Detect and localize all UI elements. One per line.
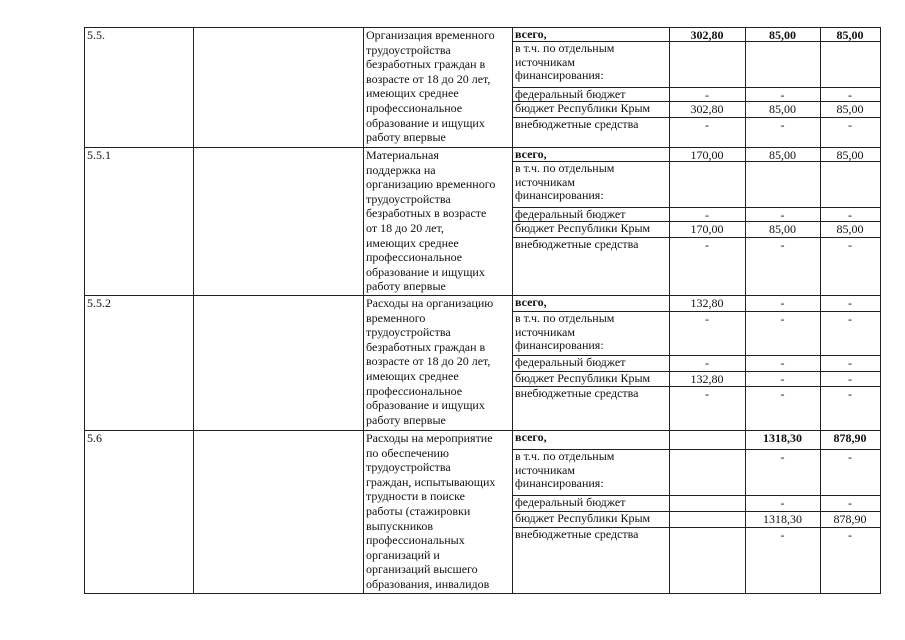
row-description: Материальная поддержка на организацию временного трудоустройства безработных в возрасте от 18 до 20 лет, имеющих среднее профессиональное образование и ищущих работу впервые <box>366 148 496 294</box>
funding-value-cell: - <box>705 118 709 132</box>
funding-value-cell: - <box>705 88 709 102</box>
funding-source-label: внебюджетные средства <box>515 117 639 131</box>
funding-value-cell: 85,00 <box>769 222 796 236</box>
funding-value-cell: - <box>848 528 852 542</box>
funding-value-cell: - <box>848 238 852 252</box>
funding-value-cell: - <box>780 118 785 132</box>
funding-value-cell: - <box>780 356 785 370</box>
table-column-rule <box>193 27 194 594</box>
funding-value-cell: 85,00 <box>836 28 864 42</box>
funding-value-cell: - <box>848 118 852 132</box>
row-number: 5.6 <box>87 431 102 445</box>
funding-value-cell: - <box>705 208 709 222</box>
row-description: Расходы на организацию временного трудоустройства безработных граждан в возрасте от 18 до 20 лет, имеющих среднее профессиональное образование и ищущих работу впервые <box>366 296 494 427</box>
funding-value-cell: - <box>780 528 785 542</box>
funding-source-label: внебюджетные средства <box>515 527 639 541</box>
funding-source-label: всего, <box>515 147 547 161</box>
funding-value-cell: 132,80 <box>690 296 724 310</box>
funding-value-cell: 1318,30 <box>763 512 802 526</box>
funding-value-cell: - <box>780 208 785 222</box>
funding-value-cell: 878,90 <box>833 512 867 526</box>
funding-value-cell: 85,00 <box>769 28 796 42</box>
funding-value-cell: - <box>705 356 709 370</box>
funding-source-label: всего, <box>515 430 547 444</box>
funding-source-label: всего, <box>515 295 547 309</box>
funding-source-label: внебюджетные средства <box>515 237 639 251</box>
funding-source-label: бюджет Республики Крым <box>515 511 651 525</box>
funding-source-label: бюджет Республики Крым <box>515 101 651 115</box>
funding-value-cell: - <box>780 312 785 326</box>
funding-value-cell: - <box>848 312 852 326</box>
funding-value-cell: - <box>705 387 709 401</box>
funding-source-label: бюджет Республики Крым <box>515 221 651 235</box>
funding-source-label: в т.ч. по отдельным источникам финансирования: <box>515 449 615 491</box>
funding-source-label: в т.ч. по отдельным источникам финансирования: <box>515 311 615 353</box>
funding-source-label: в т.ч. по отдельным источникам финансирования: <box>515 41 615 83</box>
funding-value-cell: - <box>705 238 709 252</box>
funding-value-cell: - <box>848 88 852 102</box>
row-number: 5.5.1 <box>87 148 111 162</box>
funding-value-cell: - <box>848 450 852 464</box>
funding-value-cell: 85,00 <box>769 102 796 116</box>
funding-source-label: в т.ч. по отдельным источникам финансирования: <box>515 161 615 203</box>
funding-source-label: федеральный бюджет <box>515 495 626 509</box>
funding-value-cell: - <box>705 312 709 326</box>
funding-value-cell: - <box>780 372 785 386</box>
funding-value-cell: - <box>780 496 785 510</box>
table-column-rule <box>84 27 85 594</box>
funding-value-cell: - <box>848 208 852 222</box>
table-row-rule <box>84 593 881 594</box>
funding-source-label: бюджет Республики Крым <box>515 371 651 385</box>
funding-value-cell: - <box>780 387 785 401</box>
funding-value-cell: - <box>848 496 852 510</box>
funding-value-cell: 85,00 <box>836 222 864 236</box>
funding-value-cell: 878,90 <box>833 431 867 445</box>
funding-value-cell: - <box>780 88 785 102</box>
funding-source-label: федеральный бюджет <box>515 207 626 221</box>
funding-source-label: всего, <box>515 27 547 41</box>
row-number: 5.5.2 <box>87 296 111 310</box>
funding-source-label: федеральный бюджет <box>515 87 626 101</box>
funding-value-cell: - <box>848 356 852 370</box>
funding-value-cell: 132,80 <box>690 372 724 386</box>
row-number: 5.5. <box>87 28 105 42</box>
row-description: Расходы на мероприятие по обеспечению трудоустройства граждан, испытывающих трудности в поиске работы (стажировки выпускников профессиональных организаций и организаций высшего образования, инвалидов <box>366 431 496 591</box>
funding-value-cell: - <box>780 450 785 464</box>
funding-value-cell: 1318,30 <box>763 431 802 445</box>
funding-source-label: внебюджетные средства <box>515 386 639 400</box>
funding-value-cell: 170,00 <box>690 222 724 236</box>
funding-value-cell: 85,00 <box>836 148 864 162</box>
funding-value-cell: - <box>780 296 785 310</box>
funding-value-cell: 302,80 <box>690 102 724 116</box>
funding-source-label: федеральный бюджет <box>515 355 626 369</box>
table-column-rule <box>363 27 364 594</box>
funding-value-cell: - <box>848 387 852 401</box>
funding-value-cell: - <box>848 372 852 386</box>
funding-value-cell: 170,00 <box>690 148 724 162</box>
funding-value-cell: 85,00 <box>769 148 796 162</box>
funding-value-cell: - <box>848 296 852 310</box>
row-description: Организация временного трудоустройства безработных граждан в возрасте от 18 до 20 лет, имеющих среднее профессиональное образование и ищущих работу впервые <box>366 28 495 145</box>
funding-value-cell: 85,00 <box>836 102 864 116</box>
funding-value-cell: - <box>780 238 785 252</box>
funding-value-cell: 302,80 <box>690 28 724 42</box>
